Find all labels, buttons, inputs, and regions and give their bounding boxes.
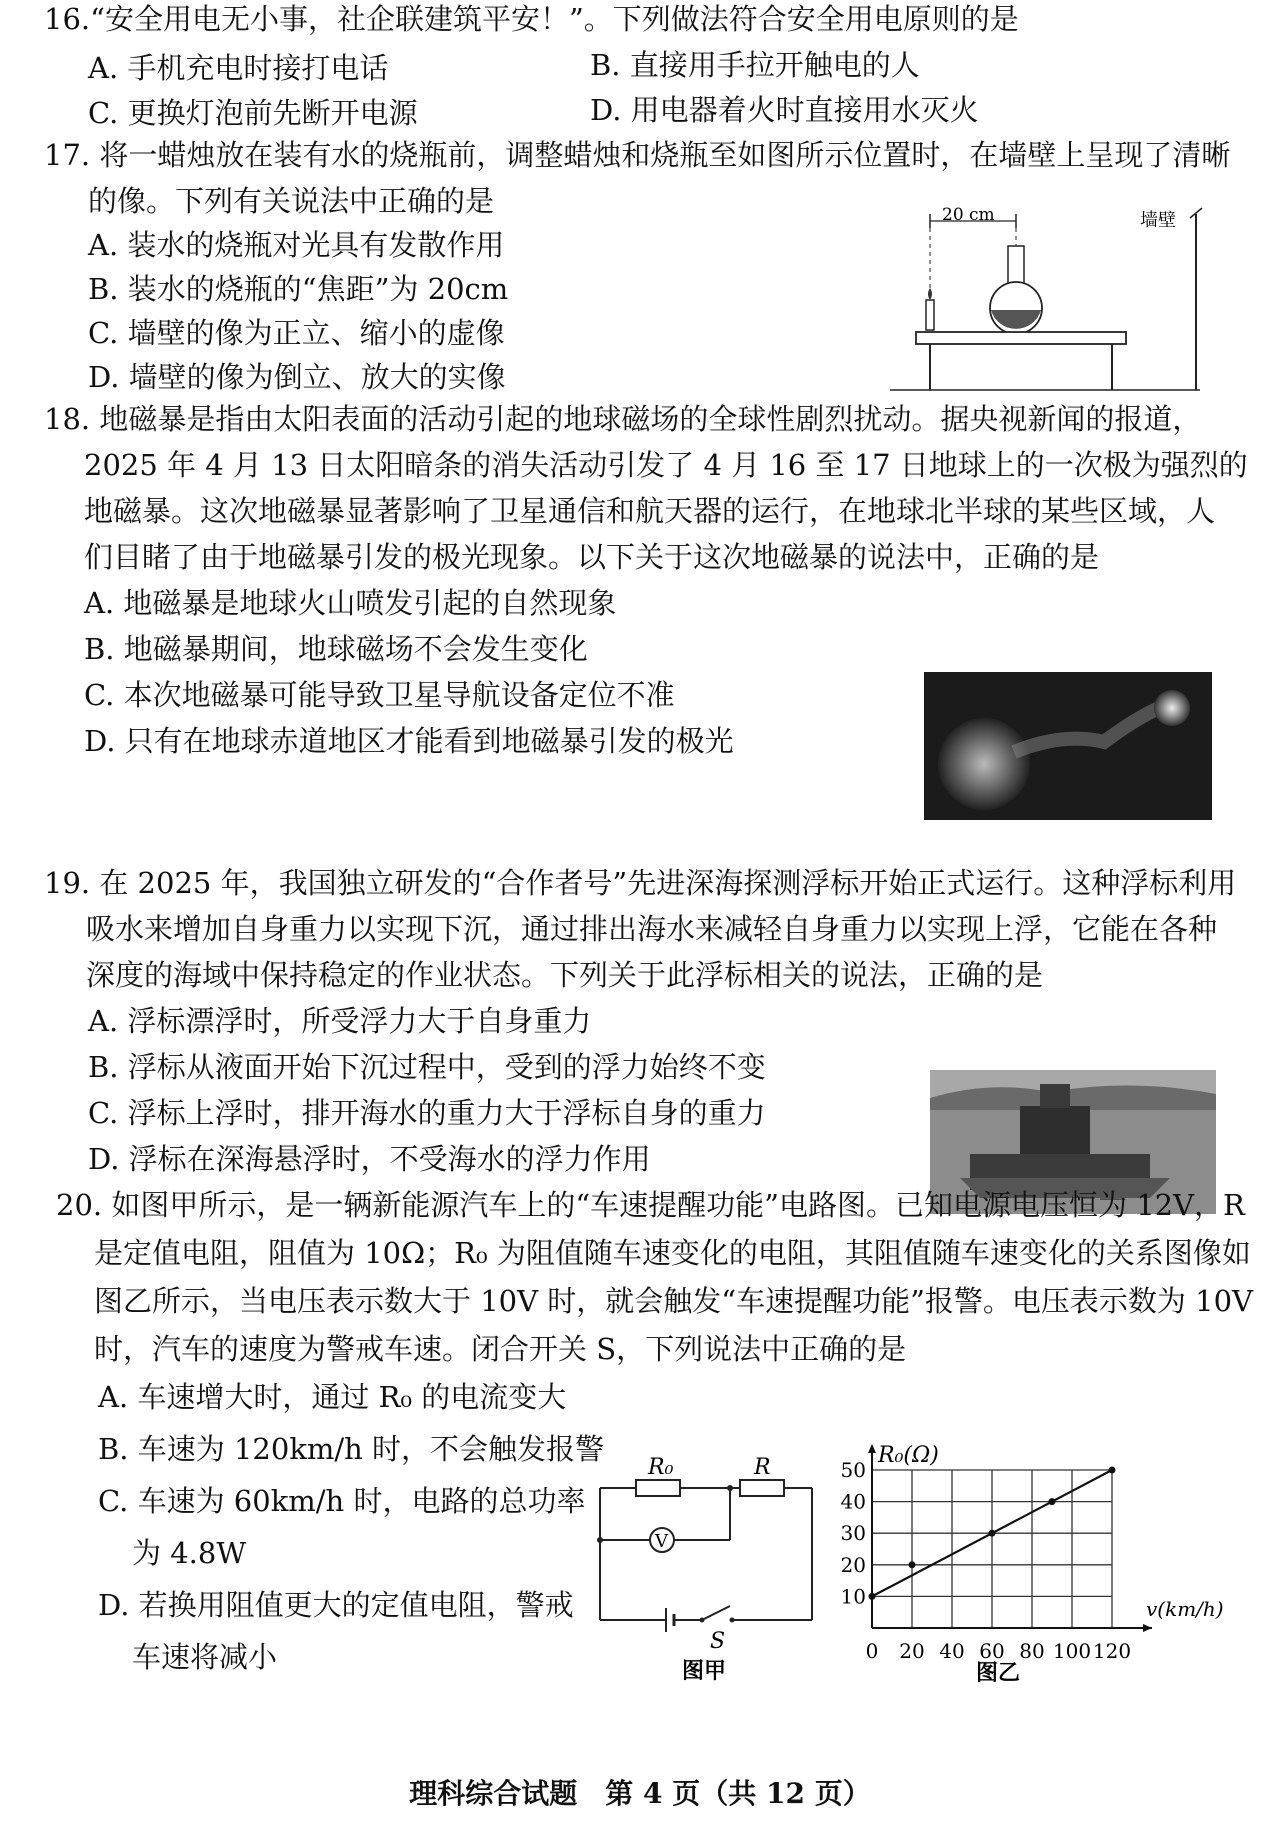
candle-icon: [926, 300, 934, 330]
x-tick-label: 60: [979, 1639, 1005, 1663]
q20-stem-line2: 是定值电阻，阻值为 10Ω；R₀ 为阻值随车速变化的电阻，其阻值随车速变化的关系图像如: [94, 1236, 1251, 1270]
data-point: [1049, 1498, 1056, 1505]
r0-speed-chart: [826, 1440, 1226, 1702]
x-tick-label: 40: [939, 1639, 965, 1663]
q20-option-c-line2: 为 4.8W: [132, 1536, 247, 1570]
r0-label: R₀: [648, 1455, 674, 1480]
q20-option-a: A. 车速增大时，通过 R₀ 的电流变大: [98, 1380, 567, 1414]
y-axis-arrow: [868, 1444, 876, 1453]
switch-label: S: [710, 1629, 726, 1654]
table-top: [916, 332, 1126, 344]
y-tick-label: 10: [840, 1584, 866, 1609]
q17-wall-label: 墙壁: [1140, 210, 1176, 231]
resistor-r: [740, 1480, 784, 1496]
q18-stem-line1: 18. 地磁暴是指由太阳表面的活动引起的地球磁场的全球性剧烈扰动。据央视新闻的报道，: [44, 402, 1202, 436]
q16-option-c: C. 更换灯泡前先断开电源: [88, 96, 418, 130]
data-point: [989, 1530, 996, 1537]
data-point: [1109, 1467, 1116, 1474]
y-tick-label: 20: [840, 1552, 866, 1577]
q17-distance-label: 20 cm: [942, 206, 995, 225]
q17-stem-line1: 17. 将一蜡烛放在装有水的烧瓶前，调整蜡烛和烧瓶至如图所示位置时，在墙壁上呈现了清晰: [44, 138, 1231, 172]
q19-stem-line2: 吸水来增加自身重力以实现下沉，通过排出海水来减轻自身重力以实现上浮，它能在各种: [86, 912, 1218, 946]
y-tick-label: 30: [840, 1521, 866, 1546]
y-tick-label: 50: [840, 1458, 866, 1482]
q19-stem-line3: 深度的海域中保持稳定的作业状态。下列关于此浮标相关的说法，正确的是: [86, 958, 1044, 992]
q19-option-d: D. 浮标在深海悬浮时，不受海水的浮力作用: [88, 1142, 651, 1176]
flame-icon: [928, 288, 932, 300]
q19-option-b: B. 浮标从液面开始下沉过程中，受到的浮力始终不变: [88, 1050, 766, 1084]
q19-stem-line1: 19. 在 2025 年，我国独立研发的“合作者号”先进深海探测浮标开始正式运行。这种浮标利用: [44, 866, 1237, 900]
q18-option-d: D. 只有在地球赤道地区才能看到地磁暴引发的极光: [84, 724, 734, 758]
chart-xlabel: v(km/h): [1146, 1597, 1224, 1621]
data-point: [869, 1593, 876, 1600]
page-footer: 理科综合试题 第 4 页（共 12 页）: [409, 1777, 871, 1810]
x-axis-arrow: [1143, 1624, 1152, 1632]
chart-ticks: [841, 1458, 1132, 1663]
x-tick-label: 0: [865, 1639, 879, 1663]
q20-option-d-line1: D. 若换用阻值更大的定值电阻，警戒: [98, 1588, 574, 1622]
x-tick-label: 80: [1019, 1639, 1045, 1663]
q20-stem-line3: 图乙所示，当电压表示数大于 10V 时，就会触发“车速提醒功能”报警。电压表示数为 10V: [94, 1284, 1253, 1318]
aurora-photo: [924, 672, 1212, 820]
chart-ylabel: R₀(Ω): [878, 1443, 939, 1468]
x-tick-label: 20: [899, 1639, 925, 1663]
q19-option-a: A. 浮标漂浮时，所受浮力大于自身重力: [88, 1004, 592, 1038]
q16-stem: 16.“安全用电无小事，社企联建筑平安！”。下列做法符合安全用电原则的是: [44, 2, 1019, 36]
switch-icon: [702, 1606, 730, 1620]
chart-grid: [872, 1470, 1112, 1628]
q18-option-a: A. 地磁暴是地球火山喷发引起的自然现象: [84, 586, 617, 620]
q18-option-b: B. 地磁暴期间，地球磁场不会发生变化: [84, 632, 588, 666]
q17-option-c: C. 墙壁的像为正立、缩小的虚像: [88, 316, 505, 350]
q18-stem-line4: 们目睹了由于地磁暴引发的极光现象。以下关于这次地磁暴的说法中，正确的是: [84, 540, 1100, 574]
y-tick-label: 40: [840, 1489, 866, 1514]
x-tick-label: 120: [1092, 1639, 1132, 1663]
q20-option-d-line2: 车速将减小: [132, 1640, 278, 1674]
data-point: [909, 1561, 916, 1568]
q16-option-d: D. 用电器着火时直接用水灭火: [590, 93, 979, 127]
q17-option-a: A. 装水的烧瓶对光具有发散作用: [88, 228, 505, 262]
q17-option-b: B. 装水的烧瓶的“焦距”为 20cm: [88, 272, 509, 306]
q18-stem-line2: 2025 年 4 月 13 日太阳暗条的消失活动引发了 4 月 16 至 17 日地球上的一次极为强烈的: [84, 448, 1248, 482]
q20-option-b: B. 车速为 120km/h 时，不会触发报警: [98, 1432, 605, 1466]
q17-candle-flask-figure: [890, 206, 1210, 398]
q19-option-c: C. 浮标上浮时，排开海水的重力大于浮标自身的重力: [88, 1096, 766, 1130]
q17-stem-line2: 的像。下列有关说法中正确的是: [88, 184, 495, 218]
circuit-caption: 图甲: [682, 1658, 727, 1684]
x-tick-label: 100: [1052, 1639, 1092, 1663]
q18-option-c: C. 本次地磁暴可能导致卫星导航设备定位不准: [84, 678, 675, 712]
q16-option-a: A. 手机充电时接打电话: [88, 51, 389, 85]
q20-stem-line4: 时，汽车的速度为警戒车速。闭合开关 S，下列说法中正确的是: [94, 1332, 907, 1366]
q20-stem-line1: 20. 如图甲所示，是一辆新能源汽车上的“车速提醒功能”电路图。已知电源电压恒为 12V，R: [56, 1188, 1245, 1222]
resistor-r0: [636, 1480, 680, 1496]
q20-option-c-line1: C. 车速为 60km/h 时，电路的总功率: [98, 1484, 586, 1518]
q17-option-d: D. 墙壁的像为倒立、放大的实像: [88, 360, 506, 394]
circuit-diagram: [590, 1450, 820, 1690]
voltmeter-label: V: [655, 1531, 668, 1552]
chart-caption: 图乙: [976, 1660, 1021, 1686]
r-label: R: [754, 1455, 771, 1480]
q18-stem-line3: 地磁暴。这次地磁暴显著影响了卫星通信和航天器的运行，在地球北半球的某些区域，人: [84, 494, 1216, 528]
q16-option-b: B. 直接用手拉开触电的人: [590, 48, 920, 82]
